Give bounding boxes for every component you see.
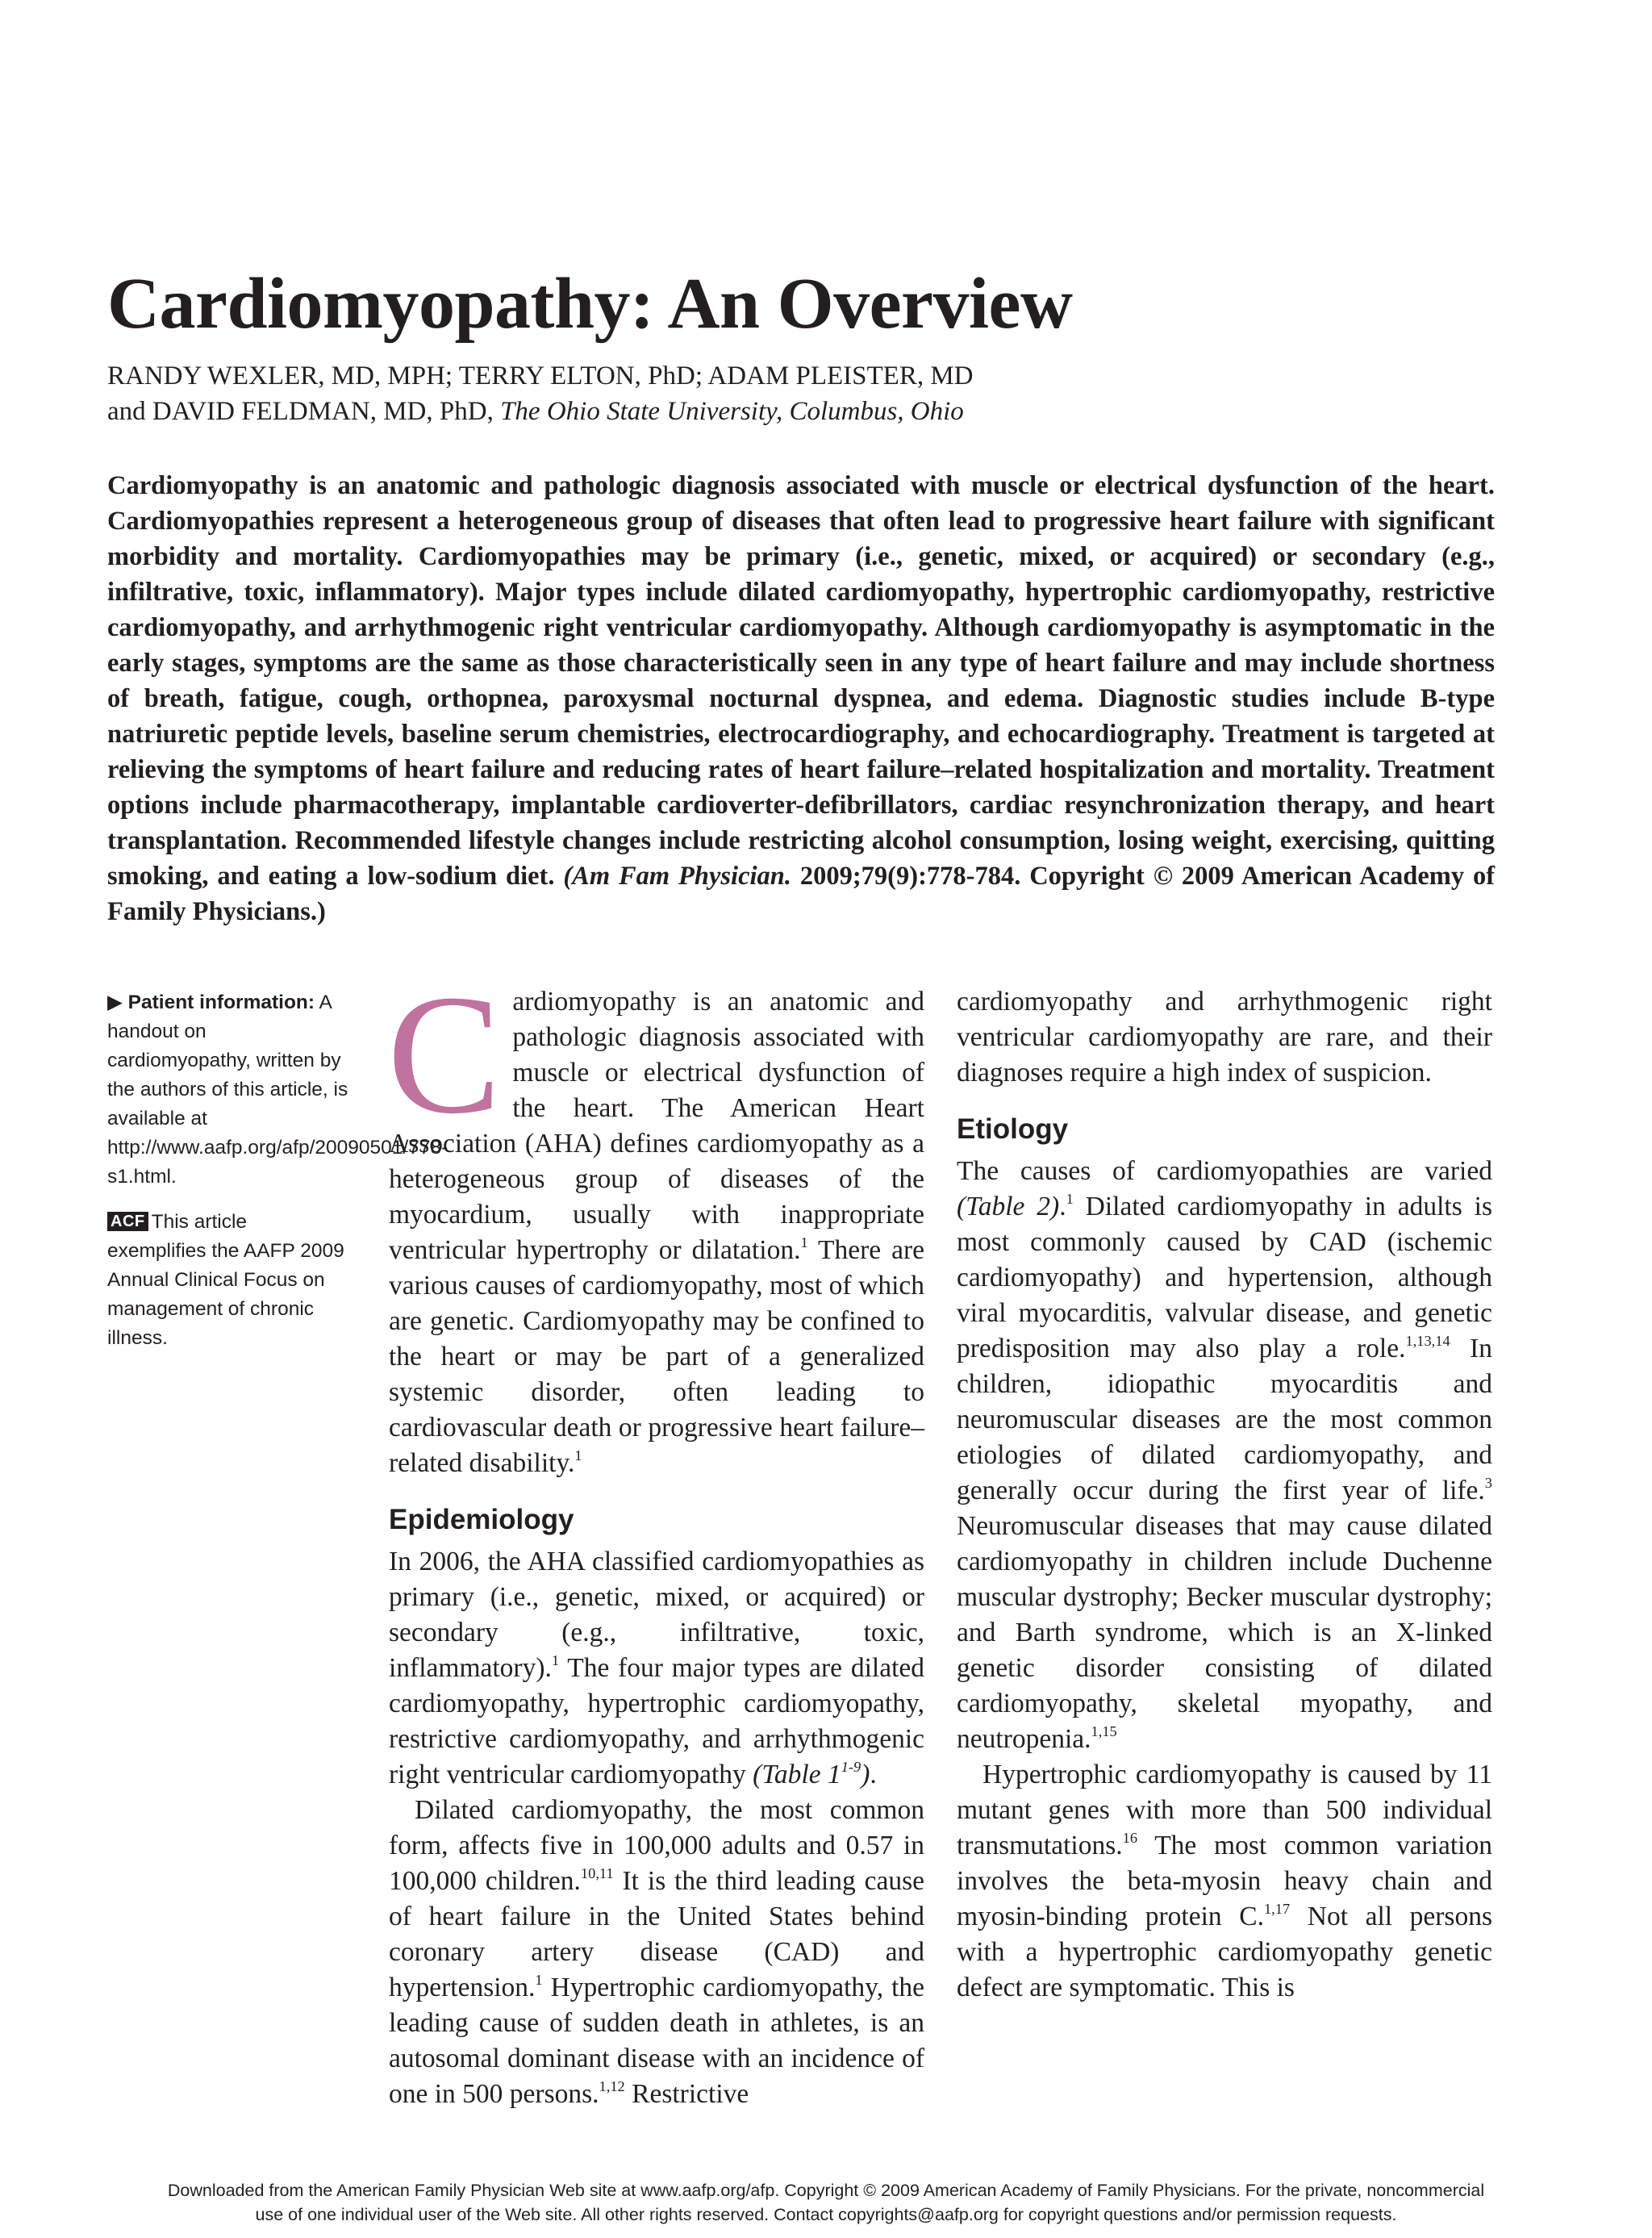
epi-p1-text-a: In 2006, the AHA classified cardiomyopathies as primary (i.e., genetic, mixed, or acquired) or secondary (e.g., infiltrative, toxic, inflammatory). — [389, 1547, 924, 1683]
epidemiology-paragraph-2-continued — [957, 984, 1492, 1091]
reference-marker: 1,17 — [1263, 1901, 1291, 1918]
epi-p2-text-d: Restrictive — [624, 2079, 749, 2109]
etio-p1-text-a: The causes of cardiomyopathies are varied — [957, 1156, 1492, 1186]
reference-marker: 1 — [800, 1234, 808, 1251]
download-footer — [81, 2178, 1571, 2227]
author-affiliation: The Ohio State University, Columbus, Ohio — [500, 397, 964, 426]
epidemiology-paragraph-1 — [389, 1544, 924, 1793]
intro-text-2: There are various causes of cardiomyopathy, most of which are genetic. Cardiomyopathy may be confined to the heart or may be part of a generalized systemic disorder, often leading to cardiovascular death or progressive heart failure–related disability. — [389, 1235, 924, 1478]
body-column-2 — [957, 984, 1492, 2006]
epidemiology-heading: Epidemiology — [389, 1504, 574, 1535]
article-title: Cardiomyopathy: An Overview — [107, 264, 1073, 344]
etio-p1-text-c: In children, idiopathic myocarditis and neuromuscular diseases are the most common etiologies of dilated cardiomyopathy, and generally occur during the first year of life. — [957, 1334, 1492, 1505]
reference-marker: 1,13,14 — [1405, 1333, 1450, 1350]
author-block — [107, 358, 1237, 429]
reference-marker: 1 — [574, 1447, 582, 1464]
intro-text: ardiomyopathy is an anatomic and pathologic diagnosis associated with muscle or electrical dysfunction of the heart. The American Heart Association (AHA) defines cardiomyopathy as a heterogeneous group of diseases of the myocardium, usually with inappropriate ventricular hypertrophy or dilatation. — [389, 987, 924, 1265]
etiology-paragraph-2 — [957, 1757, 1492, 2006]
sidebar-notes — [107, 988, 448, 1369]
reference-marker: 1,12 — [599, 2078, 625, 2095]
epi-p1-end: . — [870, 1760, 877, 1789]
reference-marker: 1,15 — [1091, 1723, 1117, 1740]
triangle-right-icon: ▶ — [107, 992, 123, 1013]
epi-p2-text-b: It is the third leading cause of heart failure in the United States behind coronary artery disease (CAD) and hypertension. — [389, 1866, 924, 2002]
table-2-reference: (Table 2) — [957, 1192, 1060, 1221]
reference-marker: 1-9 — [841, 1759, 861, 1776]
acf-badge-icon: ACF — [107, 1212, 148, 1231]
abstract — [107, 468, 1495, 929]
acf-note — [107, 1208, 349, 1353]
acf-note-text: This article exemplifies the AAFP 2009 Annual Clinical Focus on management of chronic illness. — [107, 1211, 344, 1349]
etio-p2-text-a: Hypertrophic cardiomyopathy is caused by 11 mutant genes with more than 500 individual transmutations. — [957, 1760, 1492, 1860]
abstract-citation: (Am Fam Physician. — [563, 862, 791, 891]
footer-line-2: use of one individual user of the Web site. All other rights reserved. Contact copyrights@aafp.org for copyright questions and/or permission requests. — [255, 2205, 1397, 2224]
footer-line-1: Downloaded from the American Family Physician Web site at www.aafp.org/afp. Copyright © 2009 American Academy of Family Physicians. For the private, noncommercial — [167, 2181, 1485, 2200]
table-1-reference — [753, 1760, 870, 1789]
epi-p2-text-a: Dilated cardiomyopathy, the most common form, affects five in 100,000 adults and 0.57 in 100,000 children. — [389, 1795, 924, 1896]
body-column-1 — [387, 959, 924, 2112]
abstract-copyright: 2009;79(9):778-784. Copyright © 2009 American Academy of Family Physicians.) — [107, 862, 1496, 926]
etio-p2-text-b: The most common variation involves the beta-myosin heavy chain and myosin-binding protein C. — [957, 1831, 1492, 1931]
reference-marker: 10,11 — [580, 1865, 614, 1882]
reference-marker: 1 — [1066, 1191, 1074, 1208]
epi-p1-text-b: The four major types are dilated cardiomyopathy, hypertrophic cardiomyopathy, restrictive cardiomyopathy, and arrhythmogenic right ventricular cardiomyopathy — [389, 1653, 924, 1789]
reference-marker: 1 — [535, 1972, 543, 1989]
epi-p2-text-c: Hypertrophic cardiomyopathy, the leading cause of sudden death in athletes, is an autosomal dominant disease with an incidence of one in 500 persons. — [389, 1973, 924, 2109]
etio-p1-text-d: Neuromuscular diseases that may cause dilated cardiomyopathy in children include Duchenne muscular dystrophy; Becker muscular dystrophy; and Barth syndrome, which is an X-linked genetic disorder consisting of dilated cardiomyopathy, skeletal myopathy, and neutropenia. — [957, 1511, 1492, 1754]
epidemiology-paragraph-2 — [389, 1793, 924, 2112]
reference-marker: 3 — [1484, 1475, 1492, 1492]
table-1-close: ) — [861, 1760, 870, 1789]
table-1-label: (Table 1 — [753, 1760, 841, 1789]
patient-information-label: Patient information: — [127, 992, 315, 1013]
etiology-paragraph-1 — [957, 1154, 1492, 1757]
reference-marker: 1 — [551, 1652, 560, 1669]
reference-marker: 16 — [1122, 1830, 1138, 1847]
authors-line-1: RANDY WEXLER, MD, MPH; TERRY ELTON, PhD; ADAM PLEISTER, MD — [107, 361, 974, 390]
abstract-text: Cardiomyopathy is an anatomic and pathologic diagnosis associated with muscle or electrical dysfunction of the heart. Cardiomyopathies represent a heterogeneous group of diseases that often lead to progressive heart failure with significant morbidity and mortality. Cardiomyopathies may be primary (i.e., genetic, mixed, or acquired) or secondary (e.g., infiltrative, toxic, inflammatory). Major types include dilated cardiomyopathy, hypertrophic cardiomyopathy, restrictive cardiomyopathy, and arrhythmogenic right ventricular cardiomyopathy. Although cardiomyopathy is asymptomatic in the early stages, symptoms are the same as those characteristically seen in any type of heart failure and may include shortness of breath, fatigue, cough, orthopnea, paroxysmal nocturnal dyspnea, and edema. Diagnostic studies include B-type natriuretic peptide levels, baseline serum chemistries, electrocardiography, and echocardiography. Treatment is targeted at relieving the symptoms of heart failure and reducing rates of heart failure–related hospitalization and mortality. Treatment options include pharmacotherapy, implantable cardioverter-defibrillators, cardiac resynchronization therapy, and heart transplantation. Recommended lifestyle changes include restricting alcohol consumption, losing weight, exercising, quitting smoking, and eating a low-sodium diet. — [107, 471, 1495, 891]
etio-p1-dot: . — [1059, 1192, 1066, 1221]
etio-p2-text-c: Not all persons with a hypertrophic cardiomyopathy genetic defect are symptomatic. This is — [957, 1902, 1492, 2002]
epi-p2-text-d-cont: cardiomyopathy and arrhythmogenic right ventricular cardiomyopathy are rare, and their diagnoses require a high index of suspicion. — [957, 987, 1492, 1088]
etio-p1-text-b: Dilated cardiomyopathy in adults is most commonly caused by CAD (ischemic cardiomyopathy) and hypertension, although viral myocarditis, valvular disease, and genetic predisposition may also play a role. — [957, 1192, 1492, 1363]
drop-cap: C — [387, 959, 502, 1149]
authors-line-2-text: and DAVID FELDMAN, MD, PhD, — [107, 397, 501, 426]
intro-paragraph — [387, 959, 924, 1481]
authors-line-2 — [107, 394, 1237, 429]
patient-information-note — [107, 988, 448, 1192]
patient-information-text: A handout on cardiomyopathy, written by the authors of this article, is available at http://www.aafp.org/afp/20090501/778-s1.html. — [107, 992, 448, 1188]
etiology-heading: Etiology — [957, 1113, 1069, 1145]
